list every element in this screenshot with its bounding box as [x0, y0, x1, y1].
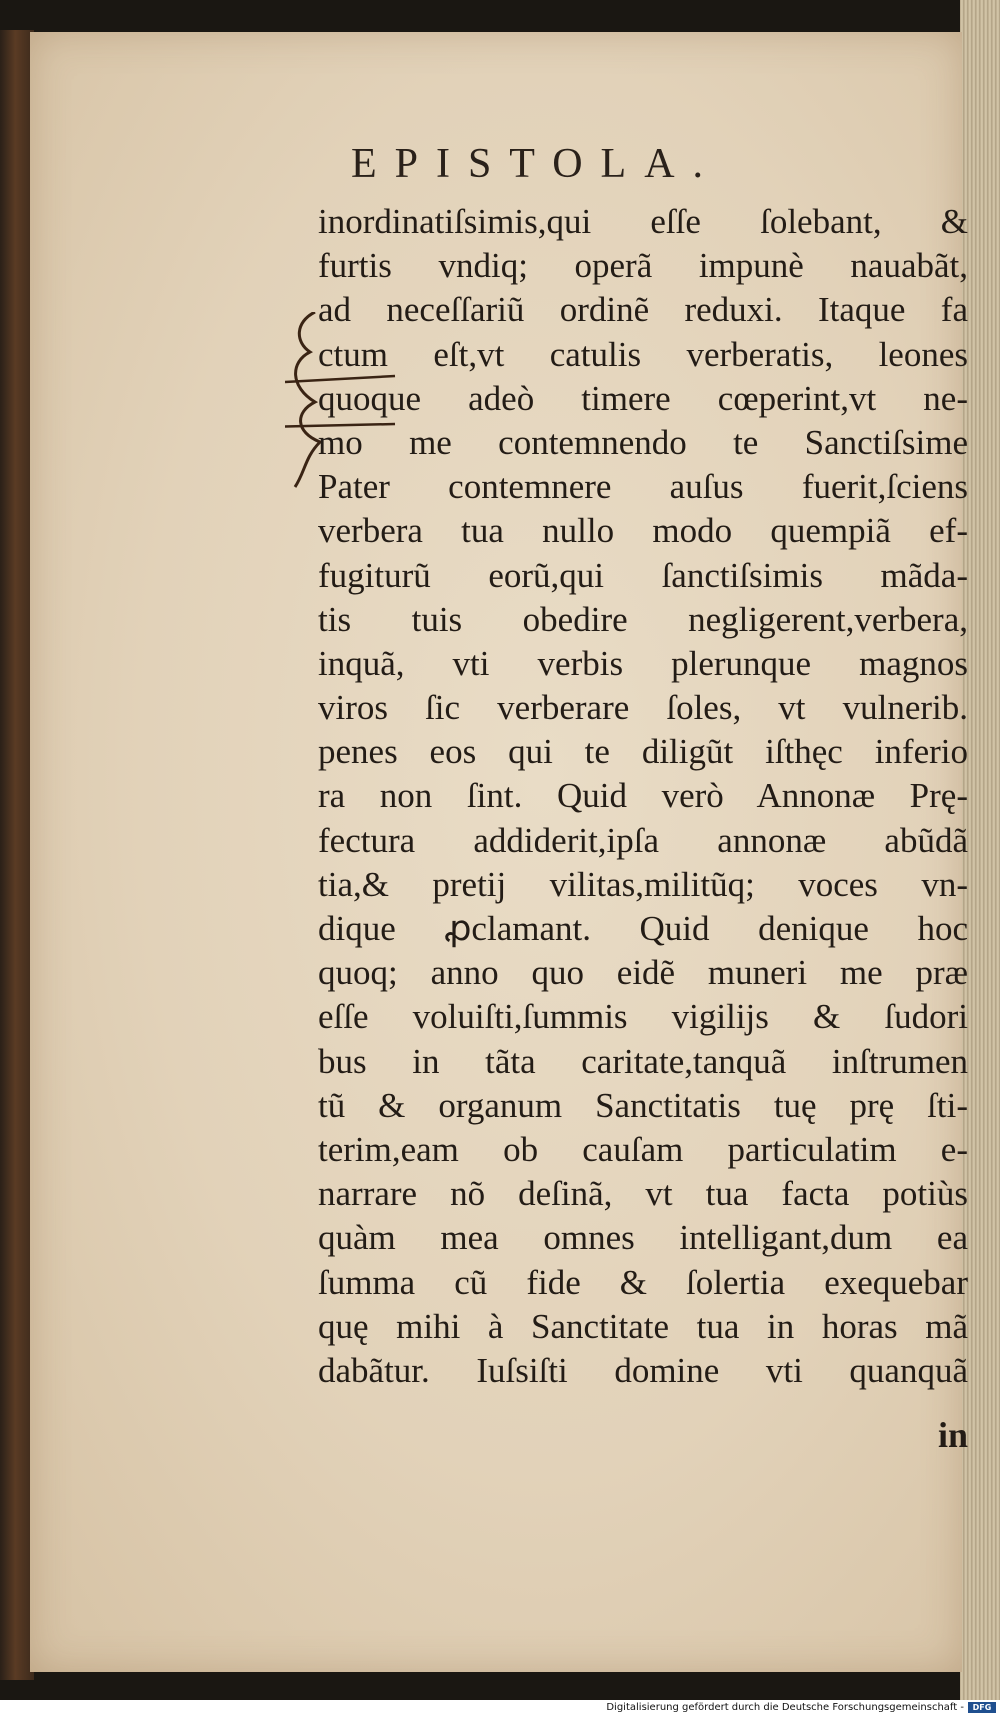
- text-line: verbera tua nullo modo quempiã ef-: [318, 511, 968, 551]
- text-line: tũ & organum Sanctitatis tuę prę ſti-: [318, 1085, 968, 1125]
- text-line: Pater contemnere auſus fuerit,ſciens: [318, 467, 968, 507]
- text-line: ra non ſint. Quid verò Annonæ Prę-: [318, 776, 968, 816]
- text-line: penes eos qui te diligũt iſthęc inferio: [318, 732, 968, 772]
- text-line: quoq; anno quo eidẽ muneri me præ: [318, 953, 968, 993]
- text-line: tia,& pretij vilitas,militũq; voces vn-: [318, 864, 968, 904]
- text-line: furtis vndiq; operã impunè nauabãt,: [318, 246, 968, 286]
- text-line: dabãtur. Iuſsiſti domine vti quanquã: [318, 1350, 968, 1390]
- text-line: quę mihi à Sanctitate tua in horas mã: [318, 1306, 968, 1346]
- text-line: narrare nõ deſinã, vt tua facta potiùs: [318, 1174, 968, 1214]
- text-line: terim,eam ob cauſam particulatim e-: [318, 1129, 968, 1169]
- text-line: ad neceſſariũ ordinẽ reduxi. Itaque fa: [318, 290, 968, 330]
- text-line: tis tuis obedire negligerent,verbera,: [318, 599, 968, 639]
- catchword: in: [937, 1415, 968, 1455]
- running-head: EPISTOLA.: [350, 141, 722, 187]
- text-line: eſſe voluiſti,ſummis vigilijs & ſudori: [318, 997, 968, 1037]
- text-line: dique ꝓclamant. Quid denique hoc: [318, 909, 968, 948]
- text-line: ſumma cũ fide & ſolertia exequebar: [318, 1262, 968, 1302]
- book-page: [30, 32, 968, 1672]
- text-line: quoque adeò timere cœperint,vt ne-: [318, 378, 968, 418]
- footer-bar: [0, 1700, 1000, 1715]
- text-line: inquã, vti verbis plerunque magnos: [318, 643, 968, 683]
- text-line: fectura addiderit,ipſa annonæ abũdã: [318, 820, 968, 860]
- text-line: viros ſic verberare ſoles, vt vulnerib.: [318, 688, 968, 728]
- footer-credit: Digitalisierung gefördert durch die Deutsche Forschungsgemeinschaft -: [606, 1702, 964, 1713]
- text-line: fugiturũ eorũ,qui ſanctiſsimis mãda-: [318, 555, 968, 595]
- text-line: ctum eſt,vt catulis verberatis, leones: [318, 334, 968, 374]
- text-line: bus in tãta caritate,tanquã inſtrumen: [318, 1041, 968, 1081]
- book-board-edge: [0, 30, 34, 1680]
- dfg-logo: DFG: [968, 1702, 996, 1713]
- body-text: [318, 200, 968, 1393]
- text-line: inordinatiſsimis,qui eſſe ſolebant, &: [318, 202, 968, 241]
- text-line: quàm mea omnes intelligant,dum ea: [318, 1218, 968, 1258]
- text-line: mo me contemnendo te Sanctiſsime: [318, 422, 968, 462]
